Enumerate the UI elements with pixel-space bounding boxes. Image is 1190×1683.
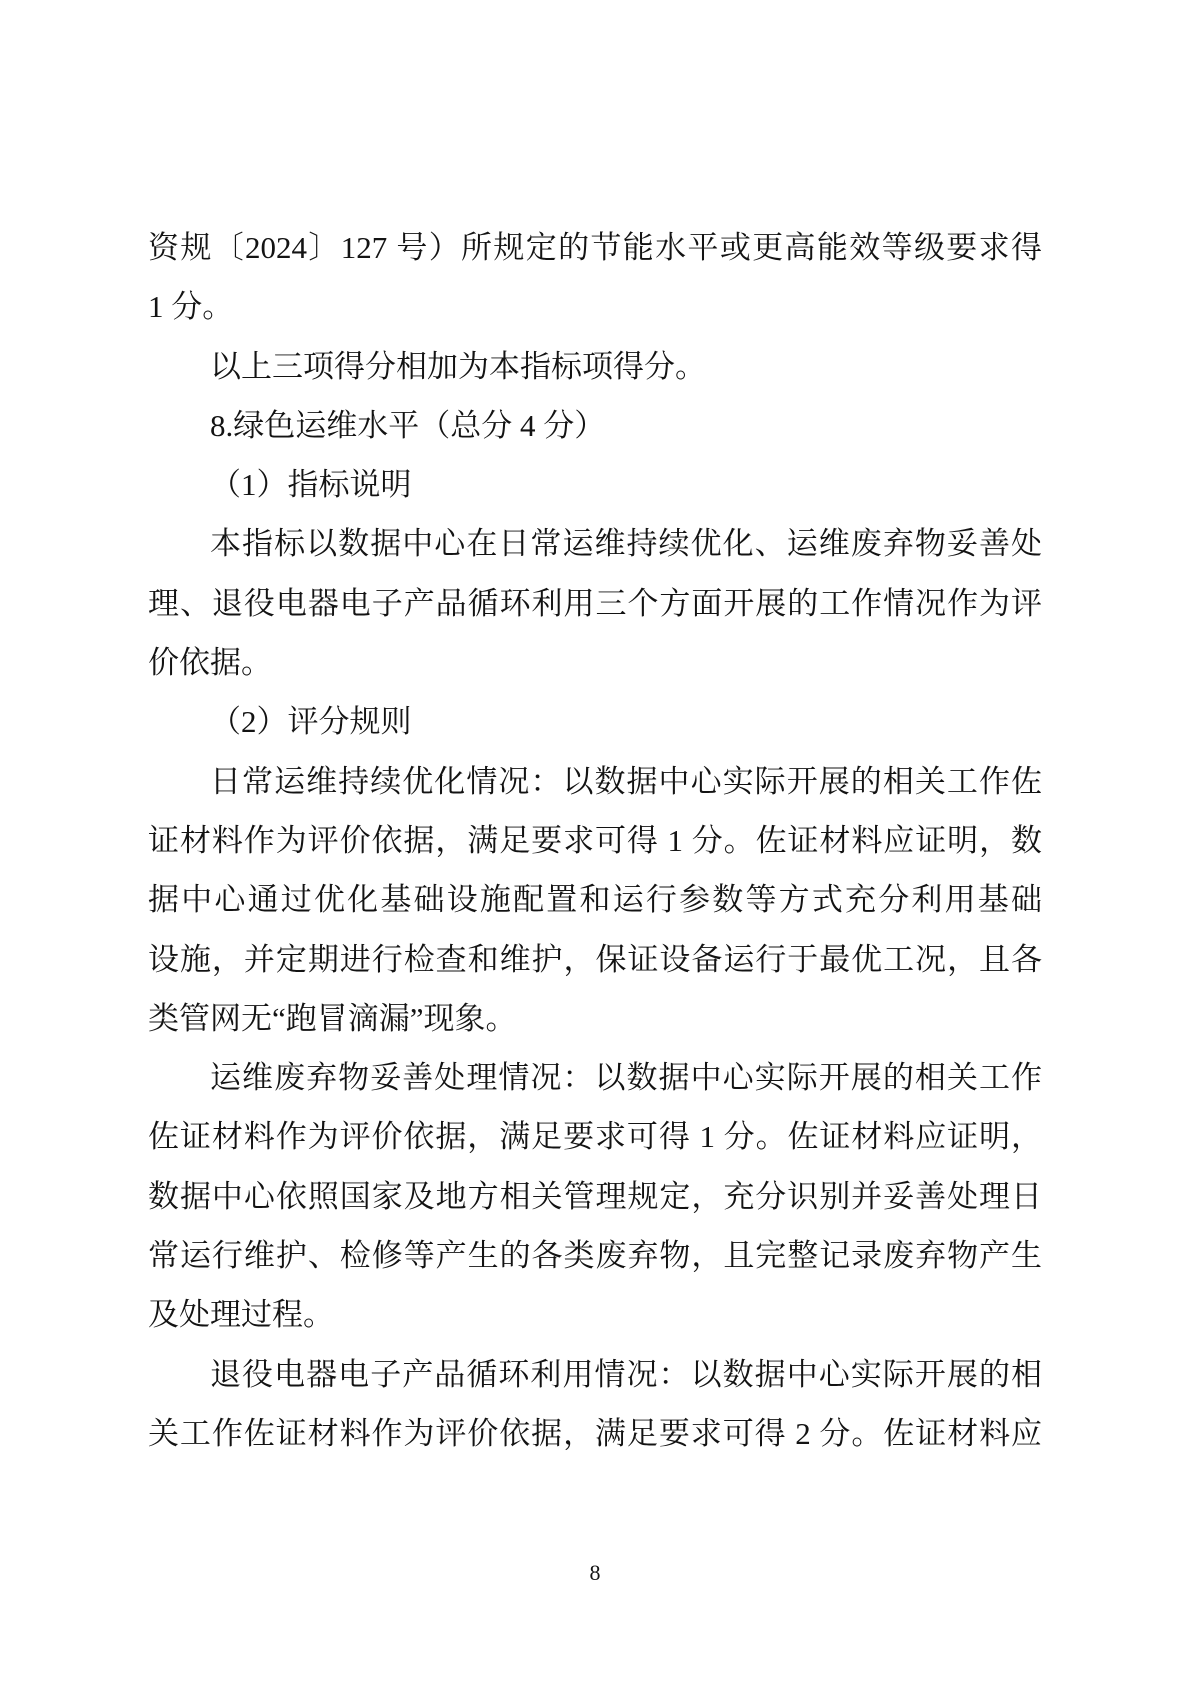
text-line: 设施，并定期进行检查和维护，保证设备运行于最优工况，且各 <box>148 941 1042 977</box>
text-line: 据中心通过优化基础设施配置和运行参数等方式充分利用基础 <box>148 882 1042 918</box>
text-line: 常运行维护、检修等产生的各类废弃物，且完整记录废弃物产生 <box>148 1238 1042 1274</box>
text-line: 运维废弃物妥善处理情况：以数据中心实际开展的相关工作 <box>210 1060 1042 1096</box>
text-body <box>148 218 1042 1463</box>
text-line: 数据中心依照国家及地方相关管理规定，充分识别并妥善处理日 <box>148 1178 1042 1214</box>
text-line: 价依据。 <box>148 645 272 681</box>
text-line: 理、退役电器电子产品循环利用三个方面开展的工作情况作为评 <box>148 585 1042 621</box>
text-line: 1 分。 <box>148 289 234 325</box>
text-line: 资规〔2024〕127 号）所规定的节能水平或更高能效等级要求得 <box>148 230 1042 265</box>
text-line: 日常运维持续优化情况：以数据中心实际开展的相关工作佐 <box>210 763 1042 799</box>
text-line: 本指标以数据中心在日常运维持续优化、运维废弃物妥善处 <box>210 526 1042 562</box>
text-line: 关工作佐证材料作为评价依据，满足要求可得 2 分。佐证材料应 <box>148 1415 1042 1451</box>
page-footer <box>0 1558 1190 1588</box>
page-number: 8 <box>589 1560 601 1585</box>
text-line: （2）评分规则 <box>210 704 412 740</box>
text-line: 类管网无“跑冒滴漏”现象。 <box>148 1000 517 1036</box>
text-line: 8.绿色运维水平（总分 4 分） <box>210 407 606 443</box>
text-line: （1）指标说明 <box>210 467 412 503</box>
text-line: 佐证材料作为评价依据，满足要求可得 1 分。佐证材料应证明， <box>148 1119 1042 1155</box>
text-line: 及处理过程。 <box>148 1297 334 1333</box>
text-line: 证材料作为评价依据，满足要求可得 1 分。佐证材料应证明，数 <box>148 822 1042 858</box>
text-line: 退役电器电子产品循环利用情况：以数据中心实际开展的相 <box>210 1356 1042 1392</box>
text-line: 以上三项得分相加为本指标项得分。 <box>210 348 706 384</box>
